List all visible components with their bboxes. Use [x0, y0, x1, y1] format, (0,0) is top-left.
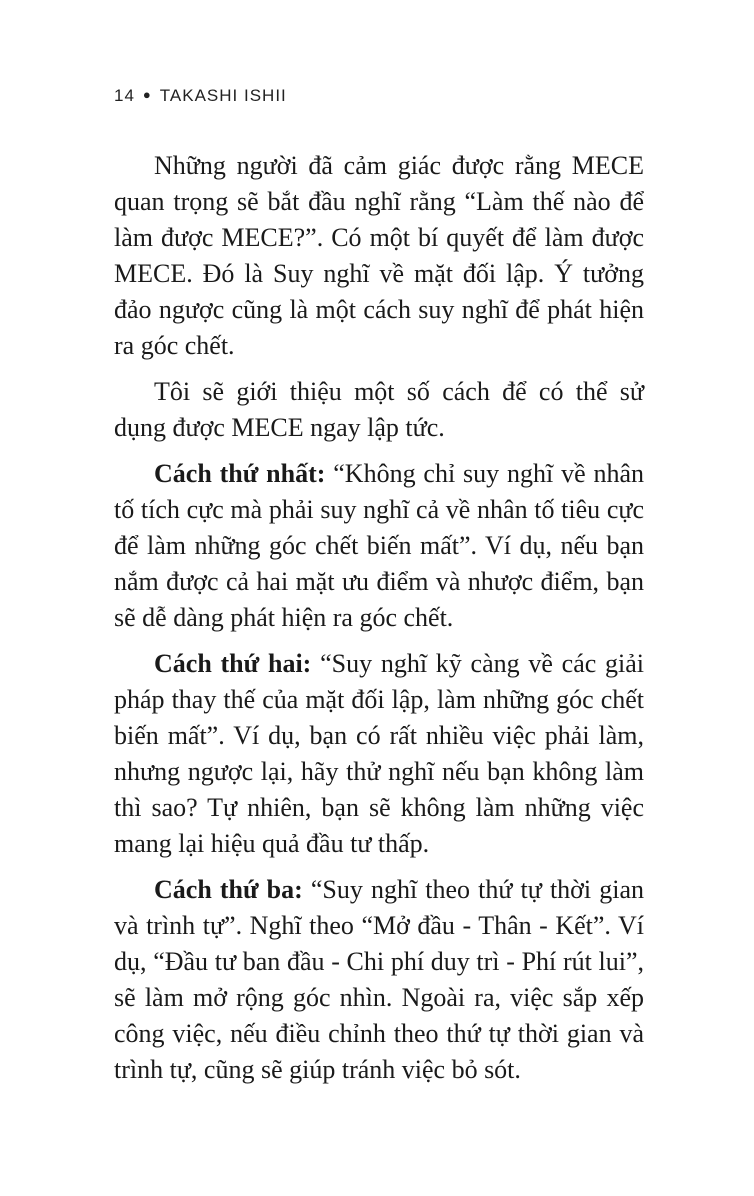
method-lead: Cách thứ hai: — [154, 649, 312, 678]
running-head — [114, 86, 287, 106]
bullet-separator: ● — [142, 87, 152, 102]
paragraph-text: “Suy nghĩ kỹ càng về các giải pháp thay thế của mặt đối lập, làm những góc chết biến mất”. Ví dụ, bạn có rất nhiều việc phải làm, nhưng ngược lại, hãy thử nghĩ nếu bạn không làm thì sao? Tự nhiên, bạn sẽ không làm những việc mang lại hiệu quả đầu tư thấp. — [114, 649, 645, 858]
author-name: TAKASHI ISHII — [159, 86, 287, 105]
paragraph-method-3 — [114, 872, 644, 1088]
body-text — [114, 148, 644, 1098]
paragraph-method-1 — [114, 456, 644, 636]
paragraph-text: “Suy nghĩ theo thứ tự thời gian và trình tự”. Nghĩ theo “Mở đầu - Thân - Kết”. Ví dụ, “Đầu tư ban đầu - Chi phí duy trì - Phí rút lui”, sẽ làm mở rộng góc nhìn. Ngoài ra, việc sắp xếp công việc, nếu điều chỉnh theo thứ tự thời gian và trình tự, cũng sẽ giúp tránh việc bỏ sót. — [114, 875, 644, 1084]
paragraph-introduction-methods — [114, 374, 644, 446]
paragraph-intro — [114, 148, 644, 364]
paragraph-text: Những người đã cảm giác được rằng MECE quan trọng sẽ bắt đầu nghĩ rằng “Làm thế nào để làm được MECE?”. Có một bí quyết để làm được MECE. Đó là Suy nghĩ về mặt đối lập. Ý tưởng đảo ngược cũng là một cách suy nghĩ để phát hiện ra góc chết. — [114, 151, 644, 360]
paragraph-text: Tôi sẽ giới thiệu một số cách để có thể sử dụng được MECE ngay lập tức. — [114, 377, 644, 442]
page-number: 14 — [114, 86, 135, 105]
paragraph-text: “Không chỉ suy nghĩ về nhân tố tích cực mà phải suy nghĩ cả về nhân tố tiêu cực để làm những góc chết biến mất”. Ví dụ, nếu bạn nắm được cả hai mặt ưu điểm và nhược điểm, bạn sẽ dễ dàng phát hiện ra góc chết. — [114, 459, 644, 632]
method-lead: Cách thứ ba: — [154, 875, 303, 904]
method-lead: Cách thứ nhất: — [154, 459, 326, 488]
paragraph-method-2 — [114, 646, 644, 862]
